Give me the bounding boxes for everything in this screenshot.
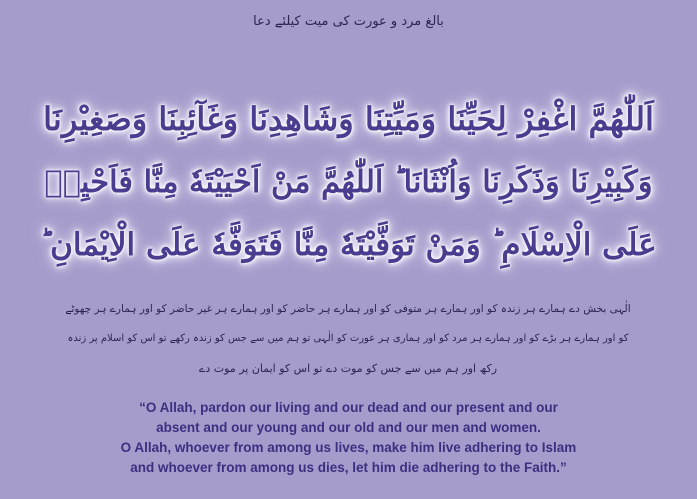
english-translation — [20, 398, 677, 478]
english-line-2: absent and our young and our old and our men and women. — [156, 420, 541, 435]
urdu-translation — [64, 294, 632, 384]
arabic-line-3: عَلَى الْاِسْلَامِ ؕ وَمَنْ تَوَفَّيْتَهٗ مِنَّا فَتَوَفَّهٗ عَلَى الْاِيْمَانِ ؕ — [40, 227, 657, 263]
arabic-line-1: اَللّٰهُمَّ اغْفِرْ لِحَيِّنَا وَمَيِّتِنَا وَشَاهِدِنَا وَغَآئِبِنَا وَصَغِيْرِنَا — [43, 100, 654, 138]
english-line-3: O Allah, whoever from among us lives, make him live adhering to Islam — [120, 440, 577, 455]
urdu-line-3: رکھ اور ہم میں سے جس کو موت دے تو اس کو ایمان پر موت دے — [198, 362, 498, 375]
english-line-4: and whoever from among us dies, let him die adhering to the Faith.” — [130, 460, 567, 475]
arabic-line-2: وَكَبِيْرِنَا وَذَكَرِنَا وَاُنْثَانَا ؕ اَللّٰهُمَّ مَنْ اَحْيَيْتَهٗ مِنَّا فَاَحْيِهٖ — [44, 164, 653, 200]
english-line-1: “O Allah, pardon our living and our dead and our present and our — [139, 400, 558, 415]
arabic-dua-text — [40, 88, 657, 277]
urdu-line-1: الٰہی بخش دے ہمارے ہر زندہ کو اور ہمارے ہر متوفی کو اور ہمارے ہر حاضر کو اور ہمارے ہر غیر حاضر کو اور ہمارے ہر چھوٹے — [65, 303, 631, 315]
urdu-line-2: کو اور ہمارے ہر بڑے کو اور ہمارے ہر مرد کو اور ہماری ہر عورت کو الٰہی تو ہم میں سے جس کو زندہ رکھے تو اس کو اسلام پر زندہ — [67, 333, 629, 344]
dua-heading: بالغ مرد و عورت کی میت کیلئے دعا — [253, 14, 444, 29]
